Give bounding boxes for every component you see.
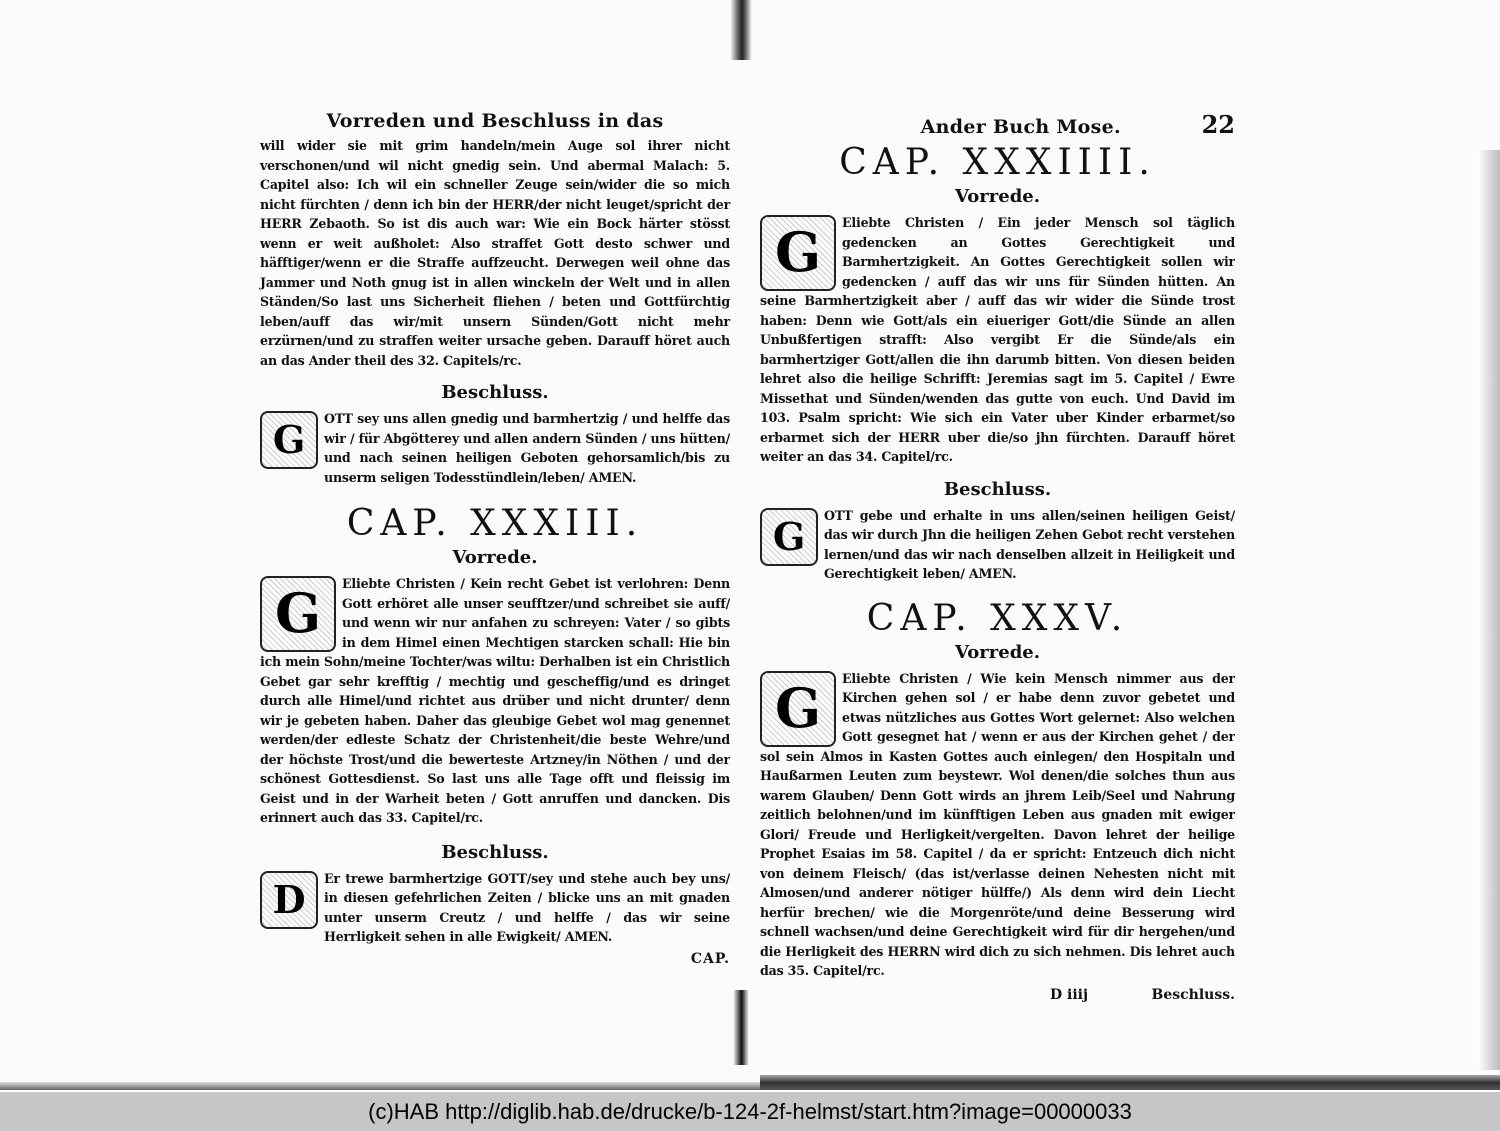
initial-letter: G (760, 215, 836, 291)
page-edge-bottom-right (760, 1075, 1500, 1090)
initial-letter: D (260, 871, 318, 929)
running-head-right: Ander Buch Mose. (920, 116, 1121, 138)
vorrede-heading: Vorrede. (954, 186, 1041, 207)
initial-letter: G (760, 508, 818, 566)
page-edge-bottom-left (0, 1082, 760, 1090)
vorrede-text: Eliebte Christen / Wie kein Mensch nimmer aus der Kirchen gehen sol / er habe denn zuvor gebetet und etwas nützliches aus Gottes Wort gelernet: Also welchen Gott gesegnet hat / wenn er aus der Kirchen gehet / der sol sein Almos in Kasten Gottes auch einlegen/ den Hospitaln und Haußarmen Leuten zum beystewr. Wol denen/die solches thun aus warem Glauben/ Denn Gott wirds an jhrem Leib/Seel und Nahrung zeitlich belohnen/und im künfftigen Leben aus gnaden mit ewiger Glori/ Freude und Herligkeit/vergelten. Davon lehret der heilige Prophet Esaias im 58. Capitel / da er spricht: Entzeuch dich nicht von deinem Fleisch/ (das ist/verlasse deinen Nehesten nicht mit Almosen/und anderer nötiger hülffe/) Als denn wird dein Liecht herfür brechen/ wie die Morgenröte/und deine Besserung wird schnell wachsen/und deine Gerechtigkeit wird für dir hergehen/und die Herligkeit des HERRN wird dich zu sich nehmen. Dis lehret auch das 35. Capitel/rc. (760, 670, 1235, 978)
catchword: Beschluss. (1151, 986, 1235, 1003)
chapter-heading: CAP. XXXIIII. (839, 142, 1156, 183)
beschluss-paragraph (760, 506, 1235, 584)
right-page (760, 110, 1235, 1003)
beschluss-heading: Beschluss. (441, 841, 549, 863)
beschluss-heading: Beschluss. (441, 382, 549, 403)
running-head-left: Vorreden und Beschluss in das (326, 110, 664, 132)
initial-letter: G (260, 576, 336, 652)
page-number: 22 (1201, 110, 1235, 139)
vorrede-heading: Vorrede. (452, 547, 538, 568)
catchword: CAP. (690, 950, 730, 967)
left-page (260, 110, 730, 967)
vorrede-paragraph (260, 574, 730, 828)
page-edge-right (1478, 150, 1500, 1070)
signature-mark: D iiij (1050, 986, 1089, 1003)
copyright-text: (c)HAB http://diglib.hab.de/drucke/b-124-2f-helmst/start.htm?image=00000033 (368, 1098, 1132, 1124)
vorrede-text: Eliebte Christen / Ein jeder Mensch sol täglich gedencken an Gottes Gerechtigkeit und Barmhertzigkeit. An Gottes Gerechtigkeit sollen wir gedencken / auff das wir uns für Sünden hütten. An seine Barmhertzigkeit aber / auff das wir wider die Sünde trost haben: Denn wie Gott/als ein eiueriger Gott/die Sünde an allen Unbußfertigen strafft: Also vergibt Er die Sünde/als ein barmhertziger Gott/allen die ihn darumb bitten. Von diesen beiden lehret also die heilige Schrifft: Jeremias sagt im 5. Capitel / Ewre Missethat und Sünden/wenden das gutte von euch. Und David im 103. Psalm spricht: Wie sich ein Vater uber Kinder erbarmet/so erbarmet sich der HERR uber die/so jhn fürchten. Darauff höret weiter an das 34. Capitel/rc. (760, 215, 1235, 464)
vorrede-paragraph (760, 213, 1235, 467)
copyright-bar (0, 1092, 1500, 1131)
intro-text: will wider sie mit grim handeln/mein Auge sol ihrer nicht verschonen/und wil nicht gnedig sein. Und abermal Malach: 5. Capitel also: Ich wil ein schneller Zeuge sein/wider die so mich nicht fürchten / denn ich bin der HERR/der nicht leuget/spricht der HERR Zebaoth. So ist dis auch war: Wie ein Bock härter stösst wenn er weit außholet: Also straffet Gott desto schwer und häfftiger/wenn er die Straffe auffzeucht. Derwegen weil ohne das Jammer und Noth gnug ist in allen winckeln der Welt und in allen Ständen/So last uns Sicherheit fliehen / beten und Gottfürchtig leben/auff das wir/mit unsern Sünden/Gott nicht mehr erzürnen/und zu straffen weiter ursache geben. Darauff höret auch an das Ander theil des 32. Capitels/rc. (260, 138, 730, 368)
beschluss-text: OTT sey uns allen gnedig und barmhertzig / und helffe das wir / für Abgötterey und allen andern Sünden / uns hütten/ und nach seinen heiligen Geboten gehorsamlich/bis zu unserm seligen Todesstündlein/leben/ AMEN. (324, 411, 730, 485)
chapter-heading: CAP. XXXV. (866, 597, 1129, 639)
initial-letter: G (260, 411, 318, 469)
binding-gutter-bottom (733, 990, 749, 1065)
header-row (760, 110, 1235, 142)
vorrede-text: Eliebte Christen / Kein recht Gebet ist verlohren: Denn Gott erhöret alle unser seufftzer/und schreibet sie auff/ und wenn wir nur anfahen zu schreyen: Vater / so gibts in dem Himel einen Mechtigen starcken schall: Hie bin ich mein Sohn/meine Tochter/was wiltu: Derhalben ist ein Christlich Gebet gar sehr krefftig / mechtig und gescheffig/und es dringet durch alle Himel/und richtet aus drüber und nicht drunter/ denn wir je gebeten haben. Daher das gleubige Gebet wol mag genennet werden/der edleste Schatz der Christenheit/die beste Wehre/und der höchste Trost/und die bewerteste Artzney/in Nöthen / und der schönest Gottesdienst. So last uns alle Tage offt und fleissig im Geist und in der Warheit beten / Gott anruffen und dancken. Dis erinnert auch das 33. Capitel/rc. (260, 576, 730, 825)
beschluss-paragraph (260, 409, 730, 487)
page-footer (760, 987, 1235, 1003)
vorrede-paragraph (760, 669, 1235, 981)
initial-letter: G (760, 671, 836, 747)
beschluss-paragraph (260, 869, 730, 947)
intro-paragraph (260, 136, 730, 370)
vorrede-heading: Vorrede. (954, 641, 1041, 663)
binding-gutter-top (730, 0, 752, 60)
beschluss-heading: Beschluss. (943, 478, 1052, 500)
chapter-heading: CAP. XXXIII. (346, 503, 644, 544)
beschluss-text: OTT gebe und erhalte in uns allen/seinen heiligen Geist/ das wir durch Jhn die heiligen Zehen Gebot recht verstehen lernen/und das wir nach denselben allzeit in Heiligkeit und Gerechtigkeit leben/ AMEN. (824, 507, 1235, 581)
beschluss-text: Er trewe barmhertzige GOTT/sey und stehe auch bey uns/ in diesen gefehrlichen Zeiten / blicke uns an mit gnaden unter unserm Creutz / und helffe / das wir seine Herrligkeit sehen in alle Ewigkeit/ AMEN. (324, 870, 730, 944)
